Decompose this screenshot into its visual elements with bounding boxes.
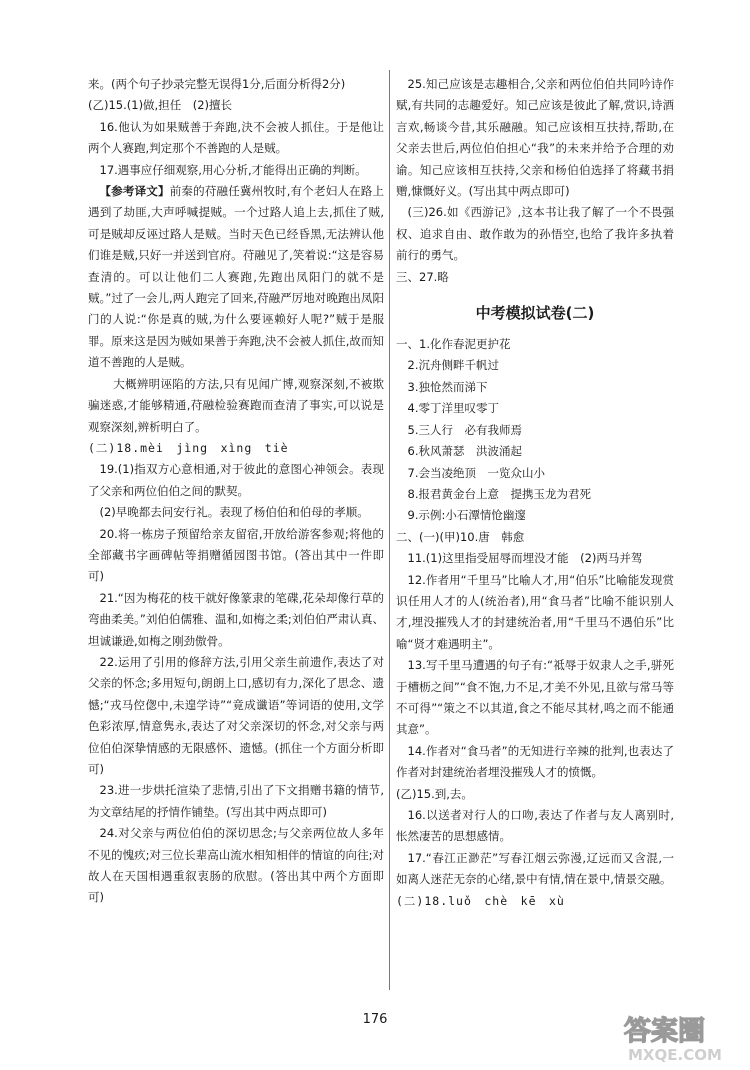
pinyin-answer: (二)18.mèi jìng xìng tiè xyxy=(88,440,289,455)
translation-paragraph: 大概辨明诬陷的方法,只有见闻广博,观察深刻,不被欺骗迷惑,才能够精通,苻融检验赛跑而查清了事实,可以说是观察深刻,辨析明白了。 xyxy=(88,376,384,434)
watermark-site: MXQE.COM xyxy=(628,1046,722,1064)
answer-paragraph: 17.“春江正渺茫”写春江烟云弥漫,辽远而又含混,一如离人迷茫无奈的心绪,景中有情,情在景中,情景交融。 xyxy=(396,850,674,887)
watermark-logo xyxy=(622,1010,740,1064)
answer-paragraph: 8.报君黄金台上意 提携玉龙为君死 xyxy=(407,486,591,501)
left-column xyxy=(88,74,384,909)
answer-paragraph: 4.零丁洋里叹零丁 xyxy=(407,401,499,416)
answer-paragraph: 22.运用了引用的修辞方法,引用父亲生前遗作,表达了对父亲的怀念;多用短句,朗朗上口,感切有力,深化了思念、遗憾;“戎马倥偬中,未遑学诗”“竟成谶语”等词语的使用,文学色彩浓厚,情意隽永,表达了对父亲深切的怀念,对父亲与两位伯伯深挚情感的无限感怀、遗憾。(抓住一个方面分析即可) xyxy=(88,654,384,776)
answer-paragraph: 17.遇事应仔细观察,用心分析,才能得出正确的判断。 xyxy=(99,162,367,177)
answer-paragraph: 11.(1)这里指受屈辱而埋没才能 (2)两马并驾 xyxy=(407,551,643,566)
answer-paragraph: 13.写千里马遭遇的句子有:“祗辱于奴隶人之手,骈死于槽枥之间”“食不饱,力不足,才美不外见,且欲与常马等不可得”“策之不以其道,食之不能尽其材,鸣之而不能通其意”。 xyxy=(396,658,674,737)
answer-paragraph: 三、27.略 xyxy=(396,269,449,284)
answer-paragraph: 来。(两个句子抄录完整无误得1分,后面分析得2分) xyxy=(88,77,346,91)
answer-paragraph: 9.示例:小石潭情怆幽邃 xyxy=(407,508,526,523)
answer-paragraph: (2)早晚都去问安行礼。表现了杨伯伯和伯母的孝顺。 xyxy=(99,505,369,520)
answer-paragraph: (乙)15.到,去。 xyxy=(396,786,473,801)
answer-paragraph: 23.进一步烘托渲染了悲情,引出了下文捐赠书籍的情节,为文章结尾的抒情作铺垫。(写出其中两点即可) xyxy=(88,783,384,819)
answer-paragraph: (三)26.如《西游记》,这本书让我了解了一个不畏强权、追求自由、敢作敢为的孙悟空,也给了我许多执着前行的勇气。 xyxy=(396,205,674,263)
watermark-title: 答案圈 xyxy=(624,1016,705,1047)
answer-paragraph: 14.作者对“食马者”的无知进行辛辣的批判,也表达了作者对封建统治者埋没摧残人才的愤慨。 xyxy=(396,743,674,780)
answer-paragraph: 7.会当凌绝顶 一览众山小 xyxy=(407,465,545,480)
right-column xyxy=(396,74,674,912)
answer-paragraph: 16.以送者对行人的口吻,表达了作者与友人离别时,怅然凄苦的思想感情。 xyxy=(396,808,674,844)
answer-paragraph: 2.沉舟侧畔千帆过 xyxy=(407,358,499,373)
answer-paragraph: 二、(一)(甲)10.唐 韩愈 xyxy=(396,529,525,544)
translation-label: 【参考译文】 xyxy=(99,184,170,199)
column-divider xyxy=(389,70,390,990)
answer-paragraph: 一、1.化作春泥更护花 xyxy=(396,337,511,352)
pinyin-answer: (二)18.luǒ chè kē xù xyxy=(396,893,565,908)
answer-paragraph: 16.他认为如果贼善于奔跑,決不会被人抓住。于是他让两个人赛跑,判定那个不善跑的人是贼。 xyxy=(88,119,384,156)
answer-paragraph: 3.独怆然而涕下 xyxy=(407,379,488,394)
answer-paragraph: 6.秋风萧瑟 洪波涌起 xyxy=(407,444,522,459)
answer-paragraph: 25.知己应该是志趣相合,父亲和两位伯伯共同吟诗作赋,有共同的志趣爱好。知己应该是彼此了解,赏识,诗酒言欢,畅谈今昔,其乐融融。知己应该相互扶持,帮助,在父亲去世后,两位伯伯担心“我”的未来并给予合理的劝谕。知己应该相互扶持,父亲和杨伯伯选择了将藏书捐赠,慷慨好义。(写出其中两点即可) xyxy=(396,77,674,199)
page-number: 176 xyxy=(362,1012,388,1027)
answer-paragraph: 5.三人行 必有我师焉 xyxy=(407,422,522,437)
answer-paragraph: (乙)15.(1)做,担任 (2)擅长 xyxy=(88,98,232,113)
answer-paragraph: 19.(1)指双方心意相通,对于彼此的意图心神领会。表现了父亲和两位伯伯之间的默契。 xyxy=(88,462,384,498)
section-title: 中考模拟试卷(二) xyxy=(475,304,595,323)
answer-paragraph: 24.对父亲与两位伯伯的深切思念;与父亲两位故人多年不见的愧疚;对三位长辈高山流水相知相伴的情谊的向往;对故人在天国相遇重叙衷肠的欣慰。(答出其中两个方面即可) xyxy=(88,826,384,905)
answer-paragraph: 20.将一栋房子预留给亲友留宿,开放给游客参观;将他的全部藏书字画碑帖等捐赠循园图书馆。(答出其中一件即可) xyxy=(88,526,384,584)
translation-paragraph: 【参考译文】前秦的苻融任冀州牧时,有个老妇人在路上遇到了劫匪,大声呼喊提贼。一个过路人追上去,抓住了贼,可是贼却反诬过路人是贼。当时天色已经昏黑,无法辨认他们谁是贼,只好一并送到官府。苻融见了,笑着说:“这是容易查清的。可以让他们二人赛跑,先跑出凤阳门的就不是贼。”过了一会儿,两人跑完了回来,苻融严厉地对晚跑出凤阳门的人说:“你是真的贼,为什么要诬赖好人呢?”贼于是服罪。原来这是因为贼如果善于奔跑,決不会被人抓住,故而知道不善跑的人是贼。 xyxy=(88,184,385,370)
answer-paragraph: 12.作者用“千里马”比喻人才,用“伯乐”比喻能发现赏识任用人才的人(统治者),用“食马者”比喻不能识别人才,埋没摧残人才的封建统治者,用“千里马不遇伯乐”比喻“贤才难遇明主”。 xyxy=(396,572,674,651)
answer-paragraph: 21.“因为梅花的枝干就好像篆隶的笔碟,花朵却像行草的弯曲柔美。”刘伯伯儒雅、温和,如梅之柔;刘伯伯严肃认真、坦诚谦逊,如梅之刚劲傲骨。 xyxy=(88,590,384,648)
